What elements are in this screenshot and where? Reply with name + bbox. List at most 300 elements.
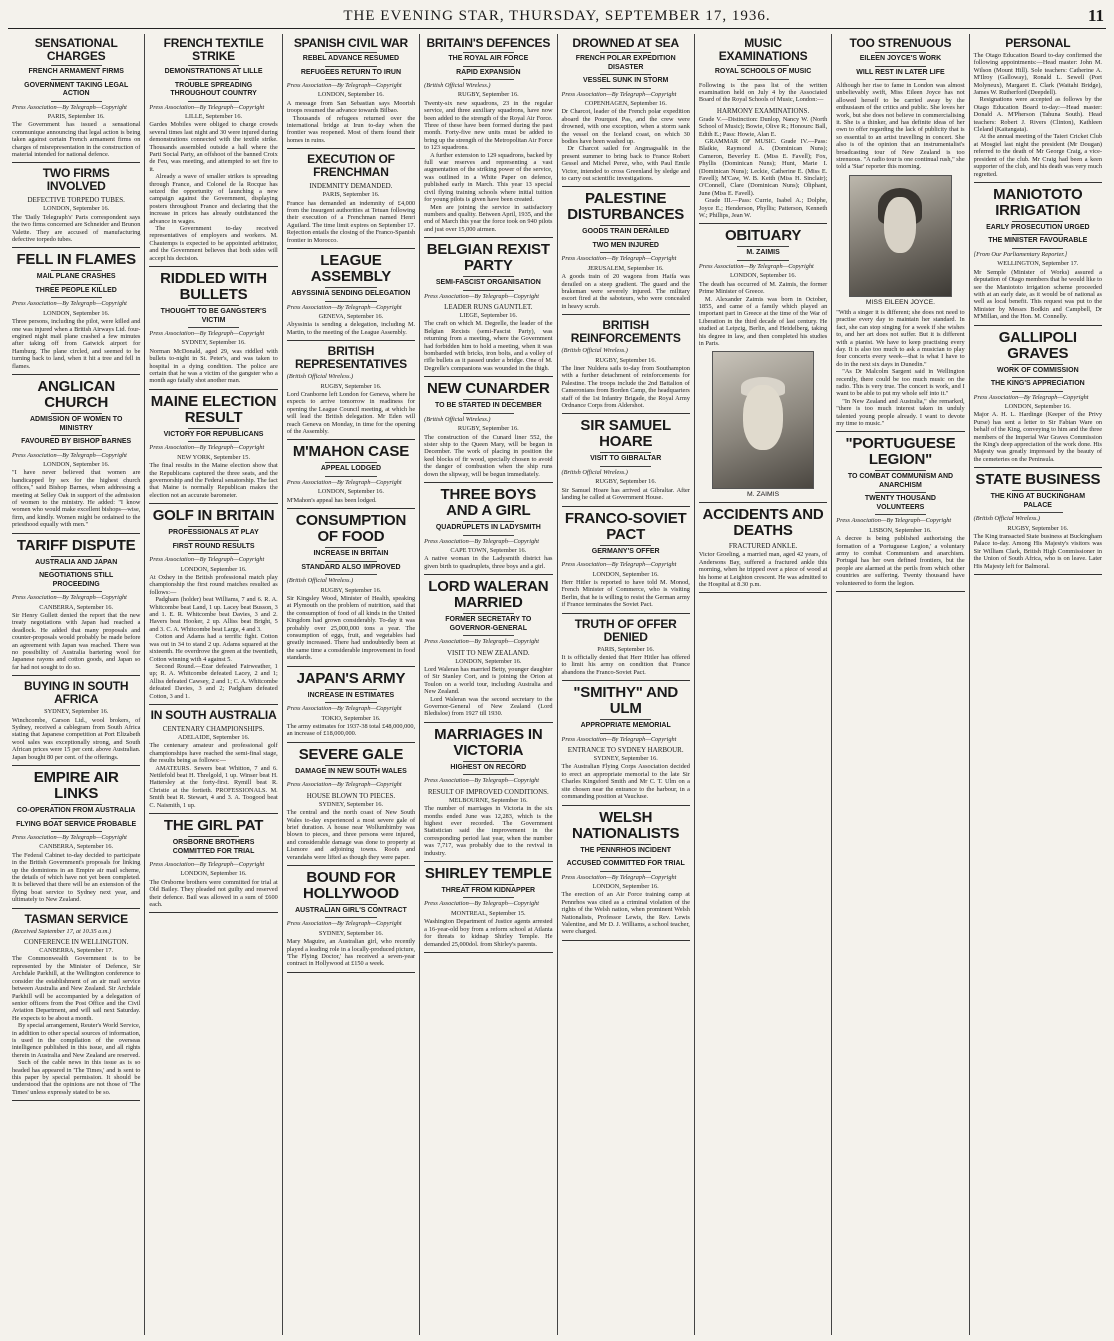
dateline: RUGBY, September 16. xyxy=(595,478,657,486)
rule-divider xyxy=(325,476,376,477)
article-end-rule xyxy=(424,574,552,575)
article-end-rule xyxy=(699,592,827,593)
headline: FELL IN FLAMES xyxy=(16,251,136,269)
body-paragraph: Resignations were accepted as follows by the Otago Education Board to-day:—Head master: Donald A. M'Pherson (Tahuna South). Head teachers: Robert J. Rivers (Clinton), Kathleen Cleland (Kaitangata). xyxy=(973,96,1102,134)
article-end-rule xyxy=(562,940,690,941)
rule-divider xyxy=(463,774,514,775)
article xyxy=(287,345,415,440)
article-end-rule xyxy=(12,675,140,676)
headline: BELGIAN REXIST PARTY xyxy=(426,241,550,275)
body-paragraph: Grade V.—Distinction: Dunlop, Nancy W. (North School of Music); Bowie, Olive R.; Honours: Ball, Edith E.; Pass: Howie, Alan E. xyxy=(698,115,828,138)
headline: "PORTUGUESE LEGION" xyxy=(845,435,956,469)
dateline: LISBON, September 16. xyxy=(869,526,932,534)
article xyxy=(12,37,140,163)
headline: FRENCH TEXTILE STRIKE xyxy=(163,36,264,63)
headline: PALESTINE DISTURBANCES xyxy=(567,190,685,224)
article xyxy=(562,37,690,187)
dateline: RUGBY, September 16. xyxy=(320,586,382,594)
article-end-rule xyxy=(562,680,690,681)
rule-divider xyxy=(188,65,239,66)
article xyxy=(836,436,964,592)
rule-divider xyxy=(51,591,102,592)
rule-divider xyxy=(737,246,788,247)
article xyxy=(699,507,827,593)
wire-credit: Press Association—By Telegraph—Copyright xyxy=(286,781,402,789)
dateline: CANBERRA, September 16. xyxy=(39,603,114,611)
rule-divider xyxy=(1012,377,1063,378)
subheading: DEFECTIVE TORPEDO TUBES. xyxy=(27,196,125,205)
deck-headline: GERMANY'S OFFER xyxy=(591,547,660,555)
body-paragraph: Dr Charcot, leader of the French polar expedition aboard the Pourquoi Pas, and the crew were drowned, with one exception, when a storm sank the vessel on the Iceland coast, on which 30 bodies have been washed up. xyxy=(561,108,690,145)
rule-divider xyxy=(51,449,102,450)
headline: STATE BUSINESS xyxy=(975,471,1101,489)
dateline: PARIS, September 16. xyxy=(322,191,380,199)
wire-credit: Press Association—By Telegraph—Copyright xyxy=(836,517,952,525)
dateline: MELBOURNE, September 16. xyxy=(448,796,528,804)
article xyxy=(12,252,140,375)
deck-headline: CO-OPERATION FROM AUSTRALIA xyxy=(16,807,136,814)
deck-headline: STANDARD ALSO IMPROVED xyxy=(301,563,401,571)
article-end-rule xyxy=(12,374,140,375)
body-paragraph: The 'Daily Telegraph's' Paris correspondent says the two firms concerned are Schneider and Brunon Valette. They are accused of manufacturing defective torpedo tubes. xyxy=(12,213,141,243)
article xyxy=(287,513,415,666)
headline: THREE BOYS AND A GIRL xyxy=(440,486,537,520)
body-paragraph: Norman McDonald, aged 29, was riddled with bullets to-night in St. Peter's, and was taken to hospital in a dying condition. The police are certain that he was a victim of the gangster who a month ago fatally shot another man. xyxy=(149,347,278,385)
body-paragraph: A decree is being published authorising the formation of a 'Portuguese Legion,' a voluntary army to combat Communism and anarchism. Portugal has her own defined frontiers, but the people are alarmed at the perils from which other countries are suffering. Twenty thousand have volunteered to form the legion. xyxy=(836,535,965,587)
headline: TRUTH OF OFFER DENIED xyxy=(574,616,677,644)
rule-divider xyxy=(325,52,376,53)
article-end-rule xyxy=(699,223,827,224)
wire-credit: Press Association—By Telegraph—Copyright xyxy=(424,638,539,646)
body-paragraph: A native woman in the Ladysmith district has given birth to quadruplets, three boys and a girl. xyxy=(424,555,553,570)
wire-credit: Press Association—By Telegraph—Copyright xyxy=(286,82,402,89)
subheading: RESULT OF IMPROVED CONDITIONS. xyxy=(427,787,549,796)
column-2 xyxy=(145,34,282,1335)
headline: SPANISH CIVIL WAR xyxy=(293,36,409,50)
body-paragraph: Washington Department of Justice agents arrested a 16-year-old boy from a reform school at Atlanta for threats to kidnap Shirley Temple. He demanded 25,000dol. from Shirley's parents. xyxy=(424,918,553,948)
deck-headline: SEMI-FASCIST ORGANISATION xyxy=(435,279,541,287)
rule-divider xyxy=(325,462,376,463)
headline: IN SOUTH AUSTRALIA xyxy=(150,707,277,722)
rule-divider xyxy=(600,733,651,734)
wire-credit: Press Association—By Telegraph—Copyright xyxy=(149,861,265,868)
headline: WELSH NATIONALISTS xyxy=(572,808,680,842)
body-paragraph: Thousands of refugees returned over the international bridge at Irun to-day when the frontier was reopened. Most of them found their homes in ruins. xyxy=(286,114,416,144)
headline: CONSUMPTION OF FOOD xyxy=(295,512,407,546)
wire-credit: (British Official Wireless.) xyxy=(561,468,628,476)
body-paragraph: The Federal Cabinet to-day decided to participate in the British Government's proposals for linking up the dominions in an Empire air mail scheme, the details of which have not yet been completed. It is believed that there will be an extension of the flying boat service to Sydney next year, and ultimately to New Zealand. xyxy=(12,851,141,904)
dateline: CANBERRA, September 17. xyxy=(39,947,114,955)
rule-divider xyxy=(1012,512,1063,513)
article xyxy=(562,685,690,805)
subheading: HARMONY EXAMINATIONS. xyxy=(716,106,810,115)
rule-divider xyxy=(51,435,102,436)
deck-headline: VISIT TO GIBRALTAR xyxy=(590,455,662,463)
body-paragraph: The craft on which M. Degrelle, the leader of the Belgian Rexists (semi-Fascist Party), was returning from a meeting, where the Government had forbidden him to hold a meeting, when it was bombarded with bricks, iron bolts, and a volley of rifle bullets as it passed under a bridge. One of M. Degrelle's companions was wounded in the thigh. xyxy=(424,320,553,372)
body-paragraph: Second Round.—Ezar defeated Fairweather, 1 up; R. A. Whitcombe defeated Lacey, 2 and 1; Alliss defeated Cawsey, 2 and 1; C. A. Whitcombe defeated Davies, 3 and 2; Padgham defeated Cotton, 3 and 1. xyxy=(149,662,278,700)
rule-divider xyxy=(1012,221,1063,222)
body-paragraph: The death has occurred of M. Zaimis, the former Prime Minister of Greece. xyxy=(698,280,828,296)
column-8 xyxy=(970,34,1106,1335)
deck-headline: ACCUSED COMMITTED FOR TRIAL xyxy=(566,860,685,867)
rule-divider xyxy=(51,297,102,298)
deck-headline: THE PENNRHOS INCIDENT xyxy=(580,846,671,854)
rule-divider xyxy=(875,514,926,515)
rule-divider xyxy=(51,556,102,557)
dateline: TOKIO, September 16. xyxy=(321,714,381,722)
rule-divider xyxy=(737,79,788,80)
deck-headline: FRENCH ARMAMENT FIRMS xyxy=(28,68,124,75)
headline: TARIFF DISPUTE xyxy=(16,536,136,554)
wire-credit: Press Association—By Telegraph—Copyright xyxy=(149,103,265,111)
deck-headline: M. ZAIMIS xyxy=(746,249,780,257)
dateline: SYDNEY, September 16. xyxy=(44,708,109,716)
photo-caption: MISS EILEEN JOYCE. xyxy=(865,298,935,306)
dateline: LONDON, September 16. xyxy=(592,570,659,578)
article xyxy=(699,228,827,503)
article xyxy=(562,319,690,414)
rule-divider xyxy=(1012,391,1063,392)
headline: LORD WALERAN MARRIED xyxy=(428,578,549,612)
rule-divider xyxy=(325,301,376,302)
article xyxy=(562,418,690,506)
headline: RIDDLED WITH BULLETS xyxy=(160,270,267,304)
headline: JAPAN'S ARMY xyxy=(296,669,406,687)
rule-divider xyxy=(51,831,102,832)
body-paragraph: Victor Groeling, a married man, aged 42 years, of Andersons Bay, suffered a fractured ankle this morning, when he tripped over a piece of wood at his home at Leighton crescent. He was admitted to the Hospital at 8.30 p.m. xyxy=(698,551,828,588)
dateline: COPENHAGEN, September 16. xyxy=(584,99,667,107)
deck-headline: VICTORY FOR REPUBLICANS xyxy=(163,430,264,438)
deck-headline: FORMER SECRETARY TO GOVERNOR-GENERAL xyxy=(445,616,532,632)
dateline: LONDON, September 16. xyxy=(317,91,384,99)
body-paragraph: The centenary amateur and professional golf championships have reached the semi-final stage, the results being as follows:— xyxy=(149,742,278,765)
article-end-rule xyxy=(287,972,415,973)
wire-credit: Press Association—By Telegraph—Copyright xyxy=(149,444,265,452)
article xyxy=(287,153,415,249)
body-paragraph: Major A. H. L. Hardinge (Keeper of the Privy Purse) has sent a letter to Sir Fabian Ware on behalf of the King, conveying to him and the three members of the Imperial War Graves Commission the King's deep appreciation of the work done. His Majesty was greatly impressed by the beauty of the cemeteries on the Peninsula. xyxy=(973,411,1102,463)
rule-divider xyxy=(188,540,239,541)
article-end-rule xyxy=(149,503,277,504)
article xyxy=(974,187,1102,326)
rule-divider xyxy=(325,547,376,548)
masthead-title: THE EVENING STAR, THURSDAY, SEPTEMBER 17, 1936. xyxy=(343,8,771,24)
rule-divider xyxy=(600,719,651,720)
wire-credit: Press Association—By Telegraph—Copyright xyxy=(561,873,677,881)
article-end-rule xyxy=(424,952,552,953)
deck-headline: AUSTRALIA AND JAPAN xyxy=(35,558,118,566)
column-1 xyxy=(8,34,145,1335)
article xyxy=(287,253,415,341)
article xyxy=(424,37,552,238)
rule-divider xyxy=(600,466,651,467)
article-end-rule xyxy=(562,186,690,187)
wire-credit: Press Association—By Telegraph—Copyright xyxy=(424,537,539,545)
rule-divider xyxy=(463,613,514,614)
rule-divider xyxy=(188,327,239,328)
rule-divider xyxy=(325,702,376,703)
article xyxy=(149,709,277,814)
article-end-rule xyxy=(287,148,415,149)
article-end-rule xyxy=(287,340,415,341)
rule-divider xyxy=(51,101,102,102)
body-paragraph: The Government has issued a sensational communique announcing that legal action is being taken against certain French armament firms on charges of misrepresentation in the construction of material intended for national defence. xyxy=(12,121,141,158)
dateline: SYDNEY, September 16. xyxy=(318,929,384,937)
body-paragraph: By special arrangement, Reuter's World Service, in addition to other special sources of information, is used in the compilation of the overseas intelligence published in this issue, and all rights therein in Australia and New Zealand are reserved. xyxy=(12,1022,141,1059)
rule-divider xyxy=(875,470,926,471)
deck-headline: ROYAL SCHOOLS OF MUSIC xyxy=(714,68,812,75)
deck-headline: FIRST ROUND RESULTS xyxy=(172,542,255,550)
rule-divider xyxy=(463,897,514,898)
rule-divider xyxy=(51,65,102,66)
deck-headline: FAVOURED BY BISHOP BARNES xyxy=(21,438,132,446)
article-end-rule xyxy=(974,574,1102,575)
body-paragraph: "With a singer it is different; she does not need to practise every day to maintain her standard. In fact, she can stop singing for a week if she wishes to, and her art does not suffer. But it is different with a pianist. We have to keep practising every day. It is also too much to ask a musician to play four concerts every week—that is what I have to do in the next six days in Dunedin." xyxy=(836,308,965,368)
body-paragraph: Sir Kingsley Wood, Minister of Health, speaking at Plymouth on the problem of nutrition, said that the consumption of food of all kinds in the United Kingdom had grown considerably. To-day it was probably over 25,000,000 tons a year. The consumption of eggs, fruit, and vegetables had greatly increased. There had undoubtedly been at the same time a considerable improvement in food standards. xyxy=(286,595,416,662)
article xyxy=(424,381,552,483)
headline: EMPIRE AIR LINKS xyxy=(33,769,119,802)
wire-credit: (British Official Wireless.) xyxy=(286,373,354,381)
rule-divider xyxy=(600,252,651,253)
body-paragraph: The Australian Flying Corps Association decided to erect an appropriate memorial to the late Sir Charles Kingsford Smith and Mr C. T. Ulm on a site chosen near the entrance to the harbour, in a commanding position at Vaucluse. xyxy=(561,763,690,801)
dateline: LONDON, September 16. xyxy=(43,309,110,317)
deck-headline: THE KING'S APPRECIATION xyxy=(990,380,1085,388)
body-paragraph: The Commonwealth Government is to be represented by the Minister of Defence, Sir Archdale Parkhill, at the Wellington conference to consider the establishment of an air mail service between Australia and New Zealand. Sir Archdale Parkhill will be accompanied by a delegation of senior officers from the Post Office and the Civil Aviation Department, and will sail next Saturday. He expects to be about a month. xyxy=(12,955,141,1022)
body-paragraph: At the annual meeting of the Taieri Cricket Club at Mosgiel last night the president (Mr Dougan) referred to the death of Mr George Craig, a vice-president of the club. Mr Craig had been a keen supporter of the club, and his death was very much regretted. xyxy=(973,133,1102,178)
headline: EXECUTION OF FRENCHMAN xyxy=(307,152,395,180)
dateline: ADELAIDE, September 16. xyxy=(177,733,250,741)
body-paragraph: Already a wave of smaller strikes is spreading through France, and Colonel de la Rocque has seized the opportunity of launching a new campaign against the Government, displaying posters throughout France and declaring that the increase in prices has already outdistanced the advance in wages. xyxy=(149,173,278,225)
body-paragraph: "I have never believed that women are handicapped by sex for the highest church offices," said Bishop Barnes, when addressing a meeting at Selley Oak in support of the admission of women to the ministry. He added: "I know women who would make excellent bishops—wise, firm, and kindly. Women might be ordained to the priesthood equally with men." xyxy=(12,469,141,529)
article xyxy=(149,508,277,705)
dateline: SYDNEY, September 16. xyxy=(593,755,658,763)
dateline: RUGBY, September 16. xyxy=(595,356,657,364)
deck-headline: QUADRUPLETS IN LADYSMITH xyxy=(435,524,541,532)
body-paragraph: It is officially denied that Herr Hitler has offered to limit his army on condition that France abandons the Franco-Soviet Pact. xyxy=(561,653,690,676)
article xyxy=(974,37,1102,183)
deck-headline: THREAT FROM KIDNAPPER xyxy=(441,886,536,894)
rule-divider xyxy=(325,79,376,80)
article-end-rule xyxy=(562,805,690,806)
column-5 xyxy=(558,34,695,1335)
rule-divider xyxy=(188,441,239,442)
column-6 xyxy=(695,34,832,1335)
rule-divider xyxy=(325,917,376,918)
rule-divider xyxy=(600,545,651,546)
dateline: RUGBY, September 16. xyxy=(457,425,519,433)
rule-divider xyxy=(325,287,376,288)
article-end-rule xyxy=(836,591,964,592)
wire-credit: (British Official Wireless.) xyxy=(286,577,354,585)
headline: SHIRLEY TEMPLE xyxy=(424,864,552,882)
rule-divider xyxy=(51,569,102,570)
body-paragraph: M. Alexander Zaimis was born in October, 1855, and came of a family which played an important part in Greece at the time of the War of Liberation in the third decade of last century. He studied at Leipzig, Berlin, and Heidelberg, taking his degree in law, and then completed his studies in Paris. xyxy=(698,295,828,347)
headline: MAINE ELECTION RESULT xyxy=(150,392,277,426)
wire-credit: Press Association—By Telegraph—Copyright xyxy=(286,303,402,311)
headline: M'MAHON CASE xyxy=(292,443,410,461)
rule-divider xyxy=(325,66,376,67)
wire-credit: Press Association—By Telegraph—Copyright xyxy=(424,900,539,908)
rule-divider xyxy=(600,239,651,240)
article xyxy=(974,330,1102,469)
rule-divider xyxy=(188,858,239,859)
wire-credit: [From Our Parliamentary Reporter.] xyxy=(973,250,1068,258)
deck-headline: REBEL ADVANCE RESUMED xyxy=(302,55,400,62)
article-end-rule xyxy=(424,861,552,862)
body-paragraph: Sir Samuel Hoare has arrived at Gibraltar. After landing he called at Government House. xyxy=(561,486,690,502)
deck-headline: NEGOTIATIONS STILL PROCEEDING xyxy=(39,572,114,588)
body-paragraph: M'Mahon's appeal has been lodged. xyxy=(286,496,377,504)
rule-divider xyxy=(463,635,514,636)
rule-divider xyxy=(51,284,102,285)
rule-divider xyxy=(325,561,376,562)
headline: PERSONAL xyxy=(1005,36,1071,50)
portrait-photo xyxy=(849,175,951,297)
article xyxy=(562,810,690,941)
portrait-photo xyxy=(712,351,814,489)
wire-credit: Press Association—By Telegraph—Copyright xyxy=(149,556,265,564)
page-header xyxy=(8,6,1106,29)
deck-headline: ORSBORNE BROTHERS COMMITTED FOR TRIAL xyxy=(172,839,255,855)
headline: OBITUARY xyxy=(724,227,802,245)
body-paragraph: A message from San Sebastian says Moorish troops resumed the advance towards Bilbao. xyxy=(286,99,416,115)
article xyxy=(149,394,277,504)
rule-divider xyxy=(325,778,376,779)
dateline: LIEGE, September 16. xyxy=(459,312,518,320)
article xyxy=(836,37,964,432)
article xyxy=(424,579,552,723)
dateline: NEW YORK, September 15. xyxy=(177,453,251,461)
body-paragraph: The army estimates for 1937-38 total £48,000,000, an increase of £18,000,000. xyxy=(286,722,416,738)
wire-credit: Press Association—By Telegraph—Copyright xyxy=(12,451,127,459)
body-paragraph: France has demanded an indemnity of £4,000 from the insurgent authorities at Tetuan following their execution of a Frenchman named Henri Aguilard. The time limit expires on September 17. Rejection entails the closing of the Franco-Spanish frontier in Morocco. xyxy=(286,199,416,244)
dateline: LONDON, September 16. xyxy=(455,657,522,665)
dateline: GENEVA, September 16. xyxy=(318,313,384,320)
deck-headline: APPEAL LODGED xyxy=(320,465,382,473)
rule-divider xyxy=(600,452,651,453)
dateline: RUGBY, September 16. xyxy=(457,91,519,99)
headline: TOO STRENUOUS xyxy=(849,36,952,50)
headline: TWO FIRMS INVOLVED xyxy=(42,166,110,194)
deck-headline: THE ROYAL AIR FORCE xyxy=(448,55,529,62)
headline: LEAGUE ASSEMBLY xyxy=(310,252,392,286)
body-paragraph: Abyssinia is sending a delegation, including M. Martin, to the meeting of the League Assembly. xyxy=(286,321,416,336)
deck-headline: RAPID EXPANSION xyxy=(456,68,521,76)
body-paragraph: Sir Henry Gullett denied the report that the new treaty negotiations with Japan had reached a deadlock. He added that many proposals and counter-proposals would probably be made before an agreement with Japan was reached. There was no possibility of Australia bartering wool for Japanese rayons and cotton goods, and Japan so far had not sought to do so. xyxy=(12,611,141,671)
photo-caption: M. ZAIMIS xyxy=(747,491,780,499)
rule-divider xyxy=(325,689,376,690)
deck-headline: DEMONSTRATIONS AT LILLE xyxy=(164,68,263,75)
body-paragraph: Lord Cranborne left London for Geneva, where he expects to arrive tomorrow in readiness for opening the League Council meeting, at which he will lead the British delegation. Mr Eden will reach Geneva on Monday, in time for the opening of the Assembly. xyxy=(286,391,416,436)
column-7 xyxy=(832,34,969,1335)
rule-divider xyxy=(1012,364,1063,365)
dateline: PARIS, September 16. xyxy=(47,112,105,120)
article xyxy=(287,444,415,509)
rule-divider xyxy=(463,413,514,414)
body-paragraph: The final results in the Maine election show that the Republicans captured the three seats, and the governorship and the Federal senatorship. The fact that Maine is normally Republican makes the election not an accurate barometer. xyxy=(149,462,278,499)
dateline: MONTREAL, September 15. xyxy=(451,909,526,917)
deck-headline: REFUGEES RETURN TO IRUN xyxy=(300,68,402,76)
deck-headline: PROFESSIONALS AT PLAY xyxy=(168,529,259,537)
rule-divider xyxy=(51,818,102,819)
article-end-rule xyxy=(974,182,1102,183)
subheading: ENTRANCE TO SYDNEY HARBOUR. xyxy=(567,746,684,755)
article xyxy=(424,487,552,575)
article-end-rule xyxy=(149,912,277,913)
rule-divider xyxy=(463,535,514,536)
article xyxy=(562,618,690,682)
article xyxy=(424,866,552,953)
dateline: LONDON, September 16. xyxy=(1004,402,1071,410)
article-end-rule xyxy=(974,467,1102,468)
rule-divider xyxy=(51,270,102,271)
dateline: SYDNEY, September 16. xyxy=(318,800,384,808)
deck-headline: GOVERNMENT TAKING LEGAL ACTION xyxy=(24,81,129,97)
body-paragraph: The Orsborne brothers were committed for trial at Old Bailey. They pleaded not guilty and reserved their defence. Bail was allowed in a sum of £600 each. xyxy=(149,878,278,909)
subheading: HOUSE BLOWN TO PIECES. xyxy=(306,791,396,800)
article-end-rule xyxy=(12,162,140,163)
deck-headline: HIGHEST ON RECORD xyxy=(450,763,527,771)
body-paragraph: Herr Hitler is reported to have told M. Monod, French Minister of Commerce, who is visiting Berlin, that he is willing to resist the German army if France terminates the Soviet Pact. xyxy=(561,578,690,609)
wire-credit: Press Association—By Telegraph—Copyright xyxy=(561,735,677,743)
subheading: CONFERENCE IN WELLINGTON. xyxy=(23,938,129,947)
article-end-rule xyxy=(562,314,690,315)
headline: ANGLICAN CHURCH xyxy=(37,378,115,412)
article xyxy=(699,37,827,224)
subheading: INDEMNITY DEMANDED. xyxy=(309,182,393,191)
deck-headline: EARLY PROSECUTION URGED xyxy=(986,223,1090,231)
dateline: LONDON, September 16. xyxy=(730,272,797,280)
rule-divider xyxy=(188,836,239,837)
dateline: LONDON, September 16. xyxy=(180,565,247,573)
body-paragraph: Mary Maguire, an Australian girl, who recently played a leading role in a locally-produced picture, 'The Flying Doctor,' has received a seven-year contract in Hollywood at £150 a week. xyxy=(286,938,416,968)
rule-divider xyxy=(463,290,514,291)
deck-headline: APPROPRIATE MEMORIAL xyxy=(580,722,671,730)
article-end-rule xyxy=(287,248,415,249)
body-paragraph: Cotton and Adams had a terrific fight. Cotton was out in 34 to stand 2 up. Adams squared at the sixteenth. He overdrove the green at the twentieth, Cotton winning with 4 against 5. xyxy=(149,633,278,663)
body-paragraph: Three persons, including the pilot, were killed and one was injured when a British Airways Ltd. four-engined night mail plane crashed a few minutes after taking off from Gatwick airport for Hamburg. The plane circled, and seemed to be turning back to land, when it hit a tree and fell in flames. xyxy=(12,318,141,370)
rule-divider xyxy=(875,79,926,80)
dateline: LONDON, September 16. xyxy=(317,488,384,496)
rule-divider xyxy=(875,66,926,67)
deck-headline: INCREASE IN BRITAIN xyxy=(313,550,389,558)
subheading: LEADER RUNS GAUNTLET. xyxy=(444,303,533,312)
deck-headline: EILEEN JOYCE'S WORK xyxy=(859,55,942,62)
rule-divider xyxy=(600,871,651,872)
article-end-rule xyxy=(149,389,277,390)
rule-divider xyxy=(51,804,102,805)
article xyxy=(12,913,140,1102)
article-end-rule xyxy=(287,742,415,743)
deck-headline: INCREASE IN ESTIMATES xyxy=(307,691,395,699)
rule-divider xyxy=(188,305,239,306)
article-end-rule xyxy=(424,482,552,483)
subheading: CENTENARY CHAMPIONSHIPS. xyxy=(162,724,265,733)
rule-divider xyxy=(600,844,651,845)
rule-divider xyxy=(600,88,651,89)
headline: SEVERE GALE xyxy=(298,745,404,763)
headline: SENSATIONAL CHARGES xyxy=(34,36,118,63)
wire-credit: Press Association—By Telegraph—Copyright xyxy=(286,705,402,713)
dateline: CAPE TOWN, September 16. xyxy=(450,546,527,554)
wire-credit: (British Official Wireless.) xyxy=(561,347,628,355)
article-end-rule xyxy=(12,533,140,534)
body-paragraph: Mr Semple (Minister of Works) assured a deputation of Otago members that he would like to see the Maniototo irrigation scheme proceeded with at an early date, as it would be of national as well as local benefit. This request was put to the Minister by Messrs Bodkin and Campbell, Dr M'Millan, and the Hon. M. Connelly. xyxy=(973,268,1102,321)
body-paragraph: Men are joining the service in satisfactory numbers and quality. Between April, 1935, and the end of March this year the force took on 940 pilots and just over 15,000 airmen. xyxy=(424,203,553,233)
deck-headline: TO BE STARTED IN DECEMBER xyxy=(434,402,542,410)
rule-divider xyxy=(463,761,514,762)
deck-headline: ABYSSINIA SENDING DELEGATION xyxy=(291,290,411,298)
rule-divider xyxy=(600,52,651,53)
